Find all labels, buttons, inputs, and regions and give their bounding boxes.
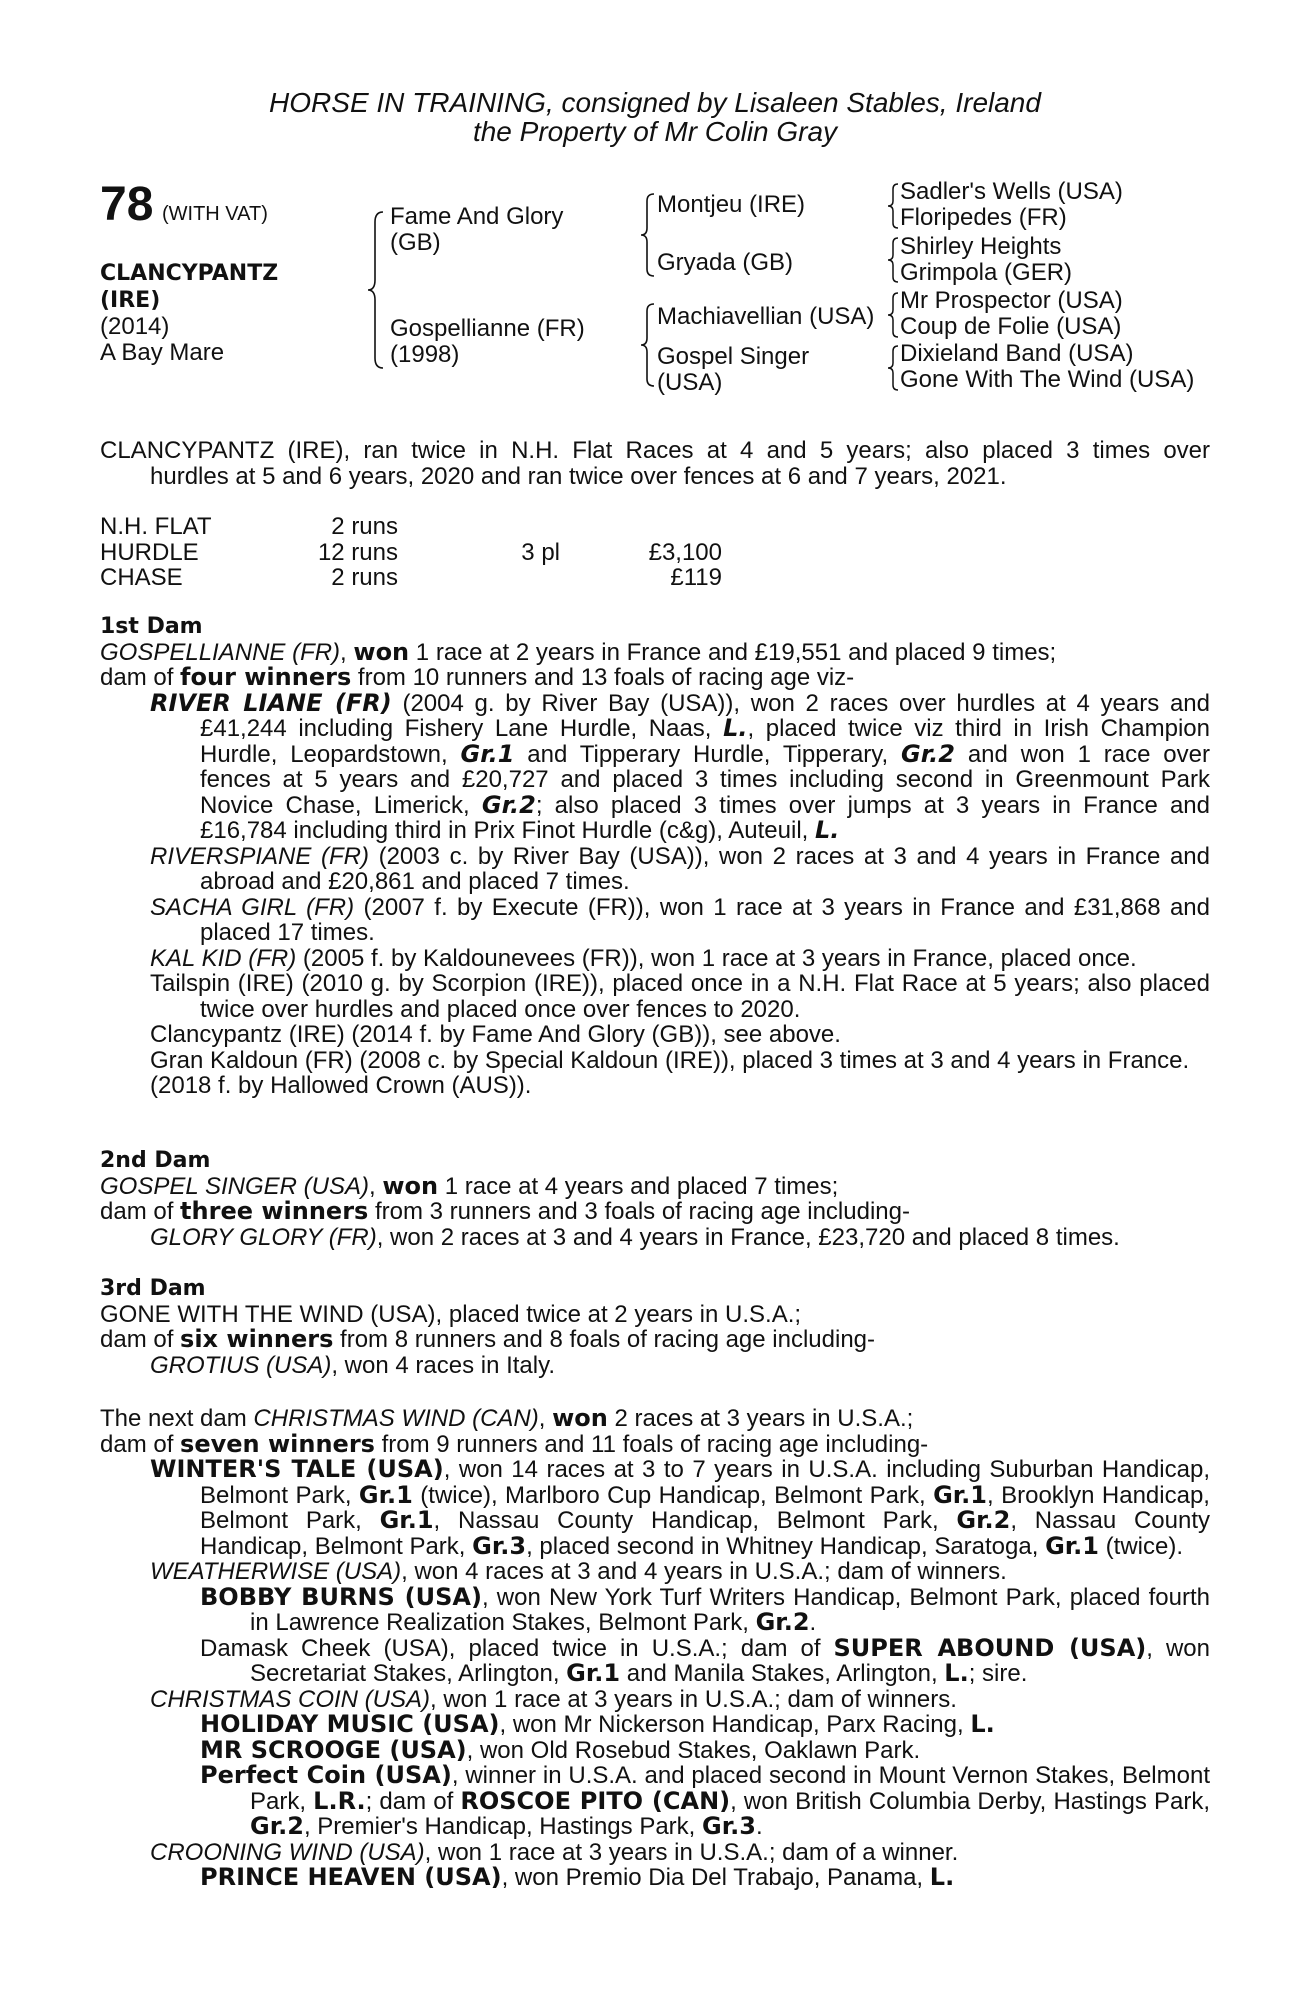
record-row [100, 565, 1210, 591]
heading-line-1: HORSE IN TRAINING, consigned by Lisaleen Stables, Ireland [269, 87, 1041, 118]
progeny-entry [150, 946, 1210, 972]
record-type: HURDLE [100, 538, 199, 566]
text: , won 2 races at 3 and 4 years in France, £23,720 and placed 8 times. [376, 1223, 1120, 1251]
race-summary [100, 438, 1210, 489]
pedigree-gs-4-origin: (USA) [657, 369, 723, 396]
grade: Gr.2 [901, 739, 955, 768]
text: 2 races at 3 years in U.S.A.; [607, 1405, 914, 1432]
second-dam-section [100, 1148, 1210, 1250]
text: dam of [100, 1326, 181, 1353]
progeny-name: WINTER'S TALE (USA) [150, 1455, 444, 1483]
record-row [100, 540, 1210, 566]
second-dam-title: 2nd Dam [100, 1148, 211, 1173]
record-row [100, 514, 1210, 540]
text: , won 4 races at 3 and 4 years in U.S.A.; dam of winners. [401, 1558, 1007, 1585]
progeny-entry [150, 1457, 1210, 1559]
second-dam-line-1: GOSPEL SINGER (USA), won 1 race at 4 years and placed 7 times; [100, 1171, 839, 1200]
progeny-name: GLORY GLORY (FR) [150, 1223, 377, 1251]
text: , placed twice viz third in Irish Champion Hurdle, Leopardstown, [200, 715, 1210, 768]
pedigree-ggs-7: Dixieland Band (USA) [900, 340, 1134, 367]
pedigree-ggs-2: Floripedes (FR) [900, 204, 1067, 231]
progeny-name: PRINCE HEAVEN (USA) [200, 1863, 502, 1891]
text: from 3 runners and 3 foals of racing age including- [368, 1198, 910, 1225]
record-placed: 3 pl [521, 538, 560, 566]
grade: Gr.1 [1045, 1531, 1099, 1560]
christmas-coin-progeny [100, 1712, 1210, 1840]
ggs-brace-3 [886, 291, 900, 339]
grade: Gr.1 [566, 1659, 621, 1687]
progeny-entry: Tailspin (IRE) (2010 g. by Scorpion (IRE)), placed once in a N.H. Flat Race at 5 years; also placed twice over hurdles and placed once over fences to 2020. [150, 970, 1210, 1023]
dam-name: GOSPEL SINGER (USA) [100, 1172, 369, 1200]
text: , Brooklyn Handicap, Belmont Park, [200, 1481, 1210, 1534]
progeny-name: CHRISTMAS COIN (USA) [150, 1685, 431, 1713]
pedigree-ggs-4: Grimpola (GER) [900, 259, 1073, 286]
grade: L. [944, 1659, 969, 1687]
grade: L. [970, 1710, 995, 1738]
text: from 8 runners and 8 foals of racing age including- [333, 1326, 876, 1353]
text: Damask Cheek (USA), placed twice in U.S.A.; dam of [200, 1634, 834, 1662]
weatherwise-progeny [100, 1582, 1210, 1687]
next-dam-progeny [100, 1457, 1210, 1585]
won-label: won [552, 1404, 608, 1432]
grade: L. [723, 714, 748, 742]
progeny-name: SUPER ABOUND (USA) [833, 1633, 1147, 1662]
first-dam-section [100, 614, 1210, 1099]
pedigree-ggs-6: Coup de Folie (USA) [900, 313, 1122, 340]
text: (twice). [1099, 1532, 1183, 1560]
text: (twice), Marlboro Cup Handicap, Belmont Park, [412, 1481, 934, 1509]
text: and Manila Stakes, Arlington, [620, 1660, 945, 1687]
grade: L. [929, 1863, 955, 1891]
progeny-entry [150, 1559, 1210, 1585]
text: (2004 g. by River Bay (USA)), won 2 races over hurdles at 4 years and £41,244 including Fishery Lane Hurdle, Naas, [200, 689, 1210, 742]
third-dam-line-1: GONE WITH THE WIND (USA), placed twice at 2 years in U.S.A.; [100, 1300, 802, 1328]
first-dam-line-1: GOSPELLIANNE (FR), won 1 race at 2 years in France and £19,551 and placed 9 times; [100, 637, 1057, 666]
text: . [809, 1609, 817, 1636]
text: , won Old Rosebud Stakes, Oaklawn Park. [466, 1736, 921, 1764]
pedigree-sire: Fame And Glory (GB) [390, 203, 564, 256]
pedigree-gs-2: Gryada (GB) [657, 249, 794, 276]
text: , won 4 races in Italy. [331, 1351, 555, 1379]
dam-line-brace [638, 302, 656, 388]
grade: Gr.3 [702, 1812, 756, 1840]
progeny-name: RIVER LIANE (FR) [150, 688, 392, 717]
grade: Gr.1 [379, 1506, 434, 1534]
text: , won New York Turf Writers Handicap, Belmont Park, placed fourth in Lawrence Realization Stakes, Belmont Park, [250, 1583, 1210, 1636]
text: dam of [100, 1198, 181, 1225]
summary-line-2: hurdles at 5 and 6 years, 2020 and ran twice over fences at 6 and 7 years, 2021. [150, 462, 1007, 490]
progeny-entry [150, 688, 1210, 844]
text: and won 1 race over fences at 5 years and £20,727 and placed 3 times including second in Greenmount Park Novice Chase, Limerick, [200, 740, 1210, 819]
progeny-entry [150, 844, 1210, 895]
record-runs: 2 runs [331, 564, 398, 591]
dam-record: 1 race at 2 years in France and £19,551 and placed 9 times; [409, 638, 1057, 666]
grade: Gr.3 [472, 1531, 527, 1560]
record-type: N.H. FLAT [100, 513, 212, 540]
dam-name: CHRISTMAS WIND (CAN) [253, 1405, 539, 1432]
ggs-brace-2 [886, 236, 900, 284]
progeny-entry [100, 1353, 1210, 1379]
third-dam-section [100, 1276, 1210, 1378]
record-earnings: £3,100 [648, 538, 722, 566]
grade: Gr.2 [250, 1812, 304, 1840]
text: ; sire. [968, 1660, 1028, 1687]
progeny-name: RIVERSPIANE (FR) [150, 842, 369, 870]
progeny-entry [200, 1763, 1210, 1840]
text: The next dam [100, 1405, 254, 1432]
pedigree-ggs-3: Shirley Heights [900, 233, 1062, 260]
progeny-name: ROSCOE PITO (CAN) [460, 1786, 731, 1815]
progeny-name: BOBBY BURNS (USA) [200, 1582, 482, 1611]
text: . [755, 1813, 763, 1840]
progeny-entry [100, 1225, 1210, 1251]
progeny-entry: (2018 f. by Hallowed Crown (AUS)). [150, 1072, 532, 1099]
progeny-entry [100, 1687, 1210, 1713]
record-earnings: £119 [670, 564, 722, 591]
pedigree-ggs-1: Sadler's Wells (USA) [900, 178, 1123, 205]
lot-number: 78 [100, 178, 154, 231]
first-dam-title: 1st Dam [100, 614, 203, 639]
winners-count: six winners [180, 1325, 334, 1353]
progeny-entry [200, 1582, 1210, 1636]
horse-name: CLANCYPANTZ [100, 261, 279, 286]
text: , won Mr Nickerson Handicap, Parx Racing, [499, 1711, 971, 1738]
grade: L.R. [313, 1786, 366, 1815]
text: , won British Columbia Derby, Hastings Park, [730, 1787, 1210, 1815]
text: , [538, 1405, 553, 1432]
pedigree-gs-3: Machiavellian (USA) [657, 303, 875, 330]
text: , winner in U.S.A. and placed second in Mount Vernon Stakes, Belmont Park, [250, 1762, 1210, 1815]
first-dam-line-2 [100, 665, 1210, 691]
progeny-name: SACHA GIRL (FR) [150, 893, 355, 921]
won-label: won [353, 637, 410, 666]
progeny-entry [100, 1840, 1210, 1866]
grade: Gr.1 [933, 1480, 987, 1509]
race-record-table [100, 514, 1210, 591]
progeny-entry [200, 1735, 1210, 1764]
text: from 10 runners and 13 foals of racing age viz- [351, 664, 855, 691]
progeny-entry [150, 895, 1210, 946]
pedigree-ggs-5: Mr Prospector (USA) [900, 287, 1123, 314]
heading-line-2: the Property of Mr Colin Gray [472, 116, 838, 147]
text: , Premier's Handicap, Hastings Park, [303, 1813, 702, 1840]
progeny-name: MR SCROOGE (USA) [200, 1735, 467, 1764]
text: dam of [100, 1430, 181, 1458]
next-dam-section [100, 1406, 1210, 1891]
text: (2003 c. by River Bay (USA)), won 2 races at 3 and 4 years in France and abroad and £20,861 and placed 7 times. [200, 842, 1210, 895]
text: ; dam of [365, 1787, 461, 1815]
dam-name: GOSPELLIANNE (FR) [100, 638, 341, 666]
next-dam-line-1 [100, 1406, 1210, 1432]
horse-description: A Bay Mare [100, 338, 225, 366]
winners-count: four winners [180, 663, 352, 691]
progeny-name: WEATHERWISE (USA) [150, 1558, 402, 1585]
text: from 9 runners and 11 foals of racing age including- [374, 1430, 929, 1458]
text: , placed second in Whitney Handicap, Saratoga, [526, 1532, 1046, 1560]
sire-dam-brace [365, 210, 385, 370]
text: , won 1 race at 3 years in U.S.A.; dam of winners. [430, 1685, 957, 1713]
text: , won 1 race at 3 years in U.S.A.; dam of a winner. [424, 1838, 959, 1866]
text: and Tipperary Hurdle, Tipperary, [514, 740, 902, 768]
progeny-entry [200, 1633, 1210, 1687]
progeny-name: KAL KID (FR) [150, 944, 297, 972]
grade: Gr.1 [358, 1480, 413, 1509]
grade: Gr.2 [956, 1506, 1011, 1534]
text: , won 14 races at 3 to 7 years in U.S.A. including Suburban Handicap, Belmont Park, [200, 1456, 1210, 1509]
won-label: won [382, 1171, 439, 1200]
text: ; also placed 3 times over jumps at 3 years in France and £16,784 including third in Prix Finot Hurdle (c&g), Auteuil, [200, 791, 1210, 844]
record-runs: 2 runs [331, 513, 398, 540]
grade: Gr.2 [481, 790, 536, 819]
second-dam-line-2 [100, 1199, 1210, 1225]
grade: Gr.1 [460, 739, 515, 768]
first-dam-progeny [100, 688, 1210, 1099]
progeny-name: Perfect Coin (USA) [200, 1761, 452, 1789]
winners-count: seven winners [180, 1429, 375, 1458]
text: (2005 f. by Kaldounevees (FR)), won 1 race at 3 years in France, placed once. [296, 944, 1137, 972]
next-dam-line-2 [100, 1429, 1210, 1458]
progeny-entry [200, 1712, 1210, 1738]
progeny-entry [200, 1865, 1210, 1891]
sire-line-brace [638, 192, 656, 278]
pedigree-gs-1: Montjeu (IRE) [657, 191, 806, 218]
record-runs: 12 runs [317, 538, 398, 566]
pedigree-dam: Gospellianne (FR) (1998) [390, 315, 585, 368]
vat-note: (WITH VAT) [162, 203, 268, 225]
pedigree-ggs-8: Gone With The Wind (USA) [900, 366, 1195, 393]
record-type: CHASE [100, 564, 183, 591]
winners-count: three winners [180, 1197, 369, 1225]
grade: Gr.2 [755, 1608, 810, 1636]
text: , Nassau County Handicap, Belmont Park, [433, 1507, 957, 1534]
lot-heading [100, 88, 1210, 146]
ggs-brace-4 [886, 344, 900, 392]
progeny-name: HOLIDAY MUSIC (USA) [200, 1710, 500, 1738]
pedigree-gs-4: Gospel Singer [657, 343, 810, 370]
crooning-wind-progeny [100, 1865, 1210, 1891]
text: (2007 f. by Execute (FR)), won 1 race at 3 years in France and £31,868 and placed 17 times. [200, 893, 1210, 946]
text: , Nassau County Handicap, Belmont Park, [200, 1507, 1210, 1560]
progeny-name: GROTIUS (USA) [150, 1351, 332, 1379]
third-dam-title: 3rd Dam [100, 1276, 206, 1301]
text: , won Secretariat Stakes, Arlington, [250, 1634, 1210, 1687]
text: , won Premio Dia Del Trabajo, Panama, [501, 1864, 930, 1891]
grade: L. [815, 816, 840, 844]
progeny-entry: Clancypantz (IRE) (2014 f. by Fame And Glory (GB)), see above. [150, 1021, 841, 1048]
progeny-entry: Gran Kaldoun (FR) (2008 c. by Special Kaldoun (IRE)), placed 3 times at 3 and 4 years in France. [150, 1046, 1190, 1074]
horse-origin: (IRE) [100, 288, 161, 313]
progeny-name: CROONING WIND (USA) [150, 1838, 425, 1866]
text: 1 race at 4 years and placed 7 times; [438, 1172, 839, 1200]
horse-year: (2014) [100, 313, 170, 340]
summary-line-1: CLANCYPANTZ (IRE), ran twice in N.H. Flat Races at 4 and 5 years; also placed 3 times over [100, 437, 1210, 464]
catalogue-page [100, 0, 1210, 2000]
horse-details [100, 260, 330, 365]
ggs-brace-1 [886, 182, 900, 230]
third-dam-line-2 [100, 1327, 1210, 1353]
text: dam of [100, 664, 181, 691]
